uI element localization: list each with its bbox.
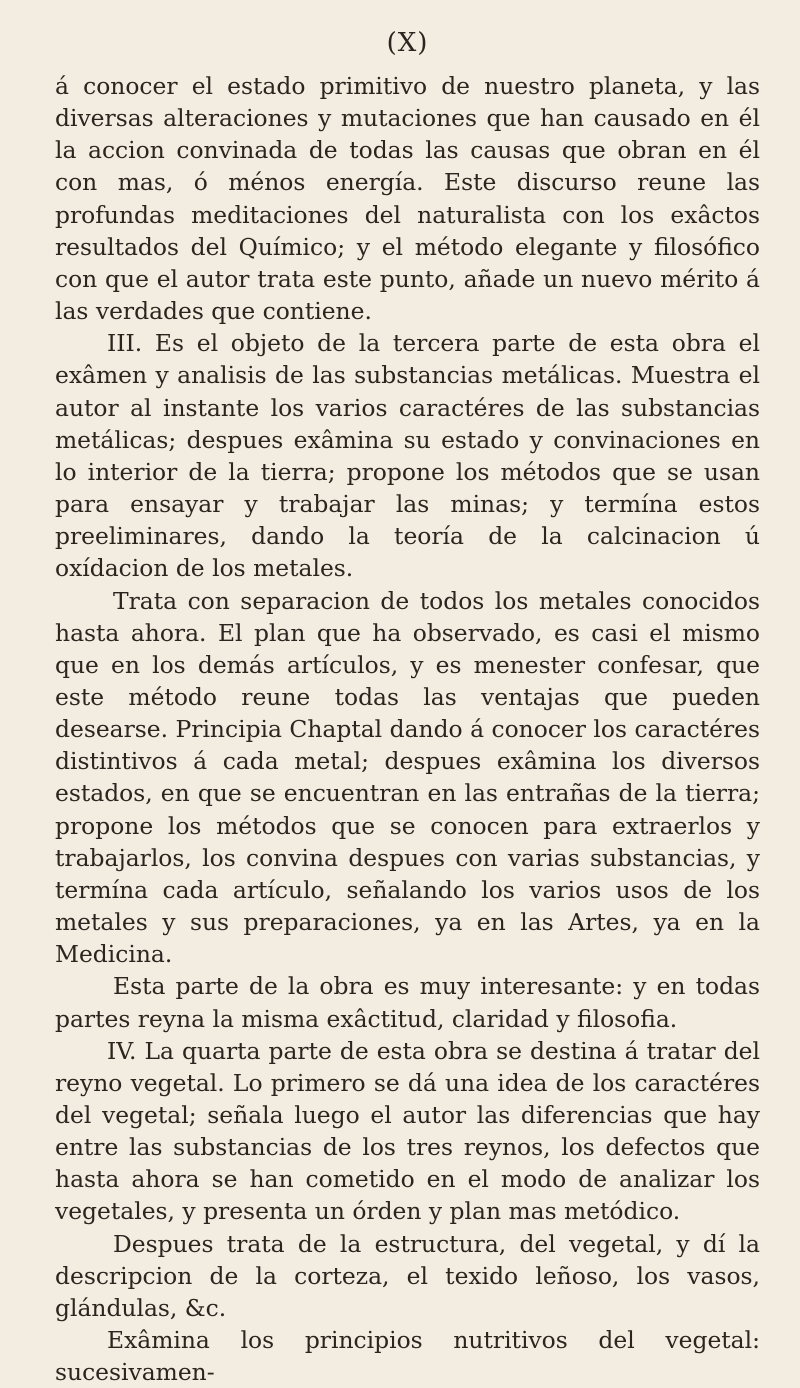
paragraph-5: IV. La quarta parte de esta obra se destina á tratar del reyno vegetal. Lo primero se dá una idea de los caractéres del vegetal; señala luego el autor las diferencias que hay entre las substancias de los tres reynos, los defectos que hasta ahora se han cometido en el modo de analizar los vegetales, y presenta un órden y plan mas metódico.: [55, 1036, 760, 1226]
paragraph-7: Exâmina los principios nutritivos del vegetal: sucesivamen-: [55, 1326, 760, 1387]
page-number: (X): [386, 28, 429, 58]
paragraph-2: III. Es el objeto de la tercera parte de esta obra el exâmen y analisis de las substancias metálicas. Muestra el autor al instante los varios caractéres de las substancias metálicas; despues exâmina su estado y convinaciones en lo interior de la tierra; propone los métodos que se usan para ensayar y trabajar las minas; y termína estos preeliminares, dando la teoría de la calcinacion ú oxídacion de los metales.: [55, 329, 760, 583]
body-text: [55, 70, 760, 1388]
paragraph-6: Despues trata de la estructura, del vegetal, y dí la descripcion de la corteza, el texido leñoso, los vasos, glándulas, &c.: [55, 1229, 760, 1322]
paragraph-4: Esta parte de la obra es muy interesante: y en todas partes reyna la misma exâctitud, claridad y filosofia.: [55, 972, 760, 1033]
paragraph-3: Trata con separacion de todos los metales conocidos hasta ahora. El plan que ha observado, es casi el mismo que en los demás artículos, y es menester confesar, que este método reune todas las ventajas que pueden desearse. Principia Chaptal dando á conocer los caractéres distintivos á cada metal; despues exâmina los diversos estados, en que se encuentran en las entrañas de la tierra; propone los métodos que se conocen para extraerlos y trabajarlos, los convina despues con varias substancias, y termína cada artículo, señalando los varios usos de los metales y sus preparaciones, ya en las Artes, ya en la Medicina.: [55, 586, 760, 969]
paragraph-1: á conocer el estado primitivo de nuestro planeta, y las diversas alteraciones y mutaciones que han causado en él la accion convinada de todas las causas que obran en él con mas, ó ménos energía. Este discurso reune las profundas meditaciones del naturalista con los exâctos resultados del Químico; y el método elegante y filosófico con que el autor trata este punto, añade un nuevo mérito á las verdades que contiene.: [55, 72, 760, 326]
